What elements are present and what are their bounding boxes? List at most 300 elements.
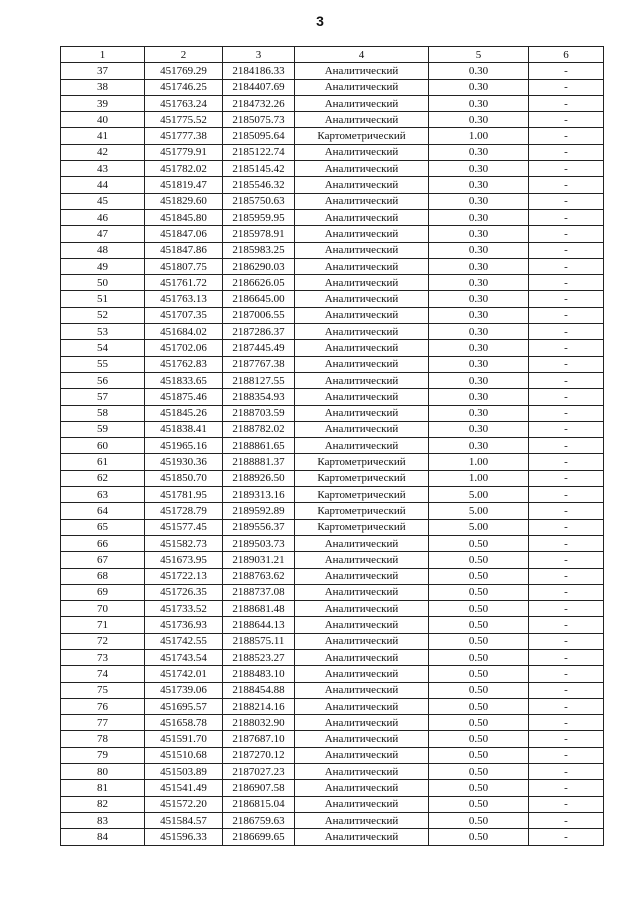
table-cell: 451807.75	[145, 258, 223, 274]
table-cell: 0.30	[429, 389, 529, 405]
table-cell: -	[529, 454, 604, 470]
table-cell: 0.30	[429, 405, 529, 421]
table-cell: Картометрический	[295, 487, 429, 503]
table-row	[61, 258, 604, 274]
table-cell: -	[529, 372, 604, 388]
table-cell: 0.50	[429, 747, 529, 763]
table-cell: 451819.47	[145, 177, 223, 193]
table-cell: -	[529, 682, 604, 698]
table-cell: -	[529, 503, 604, 519]
table-cell: 78	[61, 731, 145, 747]
table-cell: 0.30	[429, 144, 529, 160]
table-cell: 451591.70	[145, 731, 223, 747]
table-row	[61, 829, 604, 845]
table-cell: 2185750.63	[223, 193, 295, 209]
table-cell: 48	[61, 242, 145, 258]
table-cell: 451582.73	[145, 535, 223, 551]
table-row	[61, 715, 604, 731]
table-cell: 2188214.16	[223, 698, 295, 714]
table-cell: 451769.29	[145, 63, 223, 79]
table-cell: -	[529, 519, 604, 535]
table-cell: Аналитический	[295, 63, 429, 79]
table-cell: 2184186.33	[223, 63, 295, 79]
table-cell: -	[529, 487, 604, 503]
table-cell: -	[529, 421, 604, 437]
table-cell: 2188681.48	[223, 601, 295, 617]
table-row	[61, 242, 604, 258]
table-cell: -	[529, 79, 604, 95]
table-cell: 0.50	[429, 715, 529, 731]
table-row	[61, 666, 604, 682]
table-row	[61, 519, 604, 535]
table-cell: -	[529, 796, 604, 812]
table-row	[61, 698, 604, 714]
table-cell: 73	[61, 649, 145, 665]
table-cell: 60	[61, 438, 145, 454]
table-cell: 2185983.25	[223, 242, 295, 258]
coordinates-table	[60, 46, 604, 846]
table-cell: 2186815.04	[223, 796, 295, 812]
table-cell: 84	[61, 829, 145, 845]
table-cell: -	[529, 552, 604, 568]
table-cell: 2187687.10	[223, 731, 295, 747]
table-cell: 66	[61, 535, 145, 551]
table-row	[61, 405, 604, 421]
table-cell: Аналитический	[295, 226, 429, 242]
table-cell: -	[529, 291, 604, 307]
table-cell: 83	[61, 812, 145, 828]
table-cell: 67	[61, 552, 145, 568]
table-cell: 2185978.91	[223, 226, 295, 242]
table-row	[61, 291, 604, 307]
table-cell: 2189556.37	[223, 519, 295, 535]
table-cell: Аналитический	[295, 747, 429, 763]
table-cell: 451658.78	[145, 715, 223, 731]
table-cell: 451847.06	[145, 226, 223, 242]
table-row	[61, 487, 604, 503]
table-cell: -	[529, 193, 604, 209]
table-cell: -	[529, 324, 604, 340]
table-cell: 451761.72	[145, 275, 223, 291]
table-cell: Аналитический	[295, 698, 429, 714]
table-cell: 451728.79	[145, 503, 223, 519]
table-cell: 0.30	[429, 421, 529, 437]
table-cell: 2188737.08	[223, 584, 295, 600]
table-row	[61, 747, 604, 763]
table-cell: 2189503.73	[223, 535, 295, 551]
table-cell: 69	[61, 584, 145, 600]
table-cell: -	[529, 601, 604, 617]
table-row	[61, 372, 604, 388]
table-cell: 59	[61, 421, 145, 437]
table-cell: 451833.65	[145, 372, 223, 388]
table-cell: Аналитический	[295, 601, 429, 617]
table-cell: 451838.41	[145, 421, 223, 437]
table-cell: 2186907.58	[223, 780, 295, 796]
table-cell: 77	[61, 715, 145, 731]
table-cell: Аналитический	[295, 112, 429, 128]
table-cell: Аналитический	[295, 568, 429, 584]
table-cell: 1.00	[429, 128, 529, 144]
column-header: 2	[145, 47, 223, 63]
table-cell: Аналитический	[295, 584, 429, 600]
table-cell: -	[529, 161, 604, 177]
table-cell: -	[529, 568, 604, 584]
table-cell: Аналитический	[295, 812, 429, 828]
table-cell: 53	[61, 324, 145, 340]
table-cell: Аналитический	[295, 829, 429, 845]
table-cell: 0.50	[429, 780, 529, 796]
table-cell: 2189031.21	[223, 552, 295, 568]
table-row	[61, 764, 604, 780]
table-cell: 451965.16	[145, 438, 223, 454]
table-cell: 0.30	[429, 209, 529, 225]
table-row	[61, 780, 604, 796]
table-cell: 0.30	[429, 324, 529, 340]
table-cell: 451707.35	[145, 307, 223, 323]
table-cell: -	[529, 649, 604, 665]
table-cell: 55	[61, 356, 145, 372]
table-row	[61, 307, 604, 323]
table-row	[61, 470, 604, 486]
table-cell: Аналитический	[295, 421, 429, 437]
table-cell: 2188861.65	[223, 438, 295, 454]
table-row	[61, 209, 604, 225]
table-row	[61, 731, 604, 747]
table-cell: 0.50	[429, 764, 529, 780]
table-cell: -	[529, 470, 604, 486]
table-row	[61, 617, 604, 633]
table-cell: 2188454.88	[223, 682, 295, 698]
table-cell: 2186699.65	[223, 829, 295, 845]
table-cell: Аналитический	[295, 161, 429, 177]
table-cell: 47	[61, 226, 145, 242]
table-cell: Аналитический	[295, 307, 429, 323]
table-cell: 451763.13	[145, 291, 223, 307]
column-header: 5	[429, 47, 529, 63]
table-cell: Аналитический	[295, 535, 429, 551]
table-row	[61, 796, 604, 812]
table-cell: 0.30	[429, 112, 529, 128]
table-cell: Аналитический	[295, 764, 429, 780]
table-cell: 451875.46	[145, 389, 223, 405]
table-row	[61, 503, 604, 519]
table-cell: -	[529, 747, 604, 763]
table-cell: -	[529, 242, 604, 258]
table-cell: 2185095.64	[223, 128, 295, 144]
table-cell: 2185546.32	[223, 177, 295, 193]
table-row	[61, 161, 604, 177]
table-row	[61, 324, 604, 340]
table-cell: 0.30	[429, 258, 529, 274]
table-cell: 5.00	[429, 503, 529, 519]
table-cell: -	[529, 405, 604, 421]
table-cell: -	[529, 177, 604, 193]
table-cell: -	[529, 112, 604, 128]
table-cell: 40	[61, 112, 145, 128]
table-cell: 451673.95	[145, 552, 223, 568]
table-cell: 451779.91	[145, 144, 223, 160]
table-cell: 80	[61, 764, 145, 780]
table-cell: 41	[61, 128, 145, 144]
table-cell: 2187767.38	[223, 356, 295, 372]
table-cell: 451722.13	[145, 568, 223, 584]
table-cell: -	[529, 812, 604, 828]
table-cell: 451733.52	[145, 601, 223, 617]
table-cell: 2188881.37	[223, 454, 295, 470]
table-cell: 76	[61, 698, 145, 714]
table-cell: Аналитический	[295, 372, 429, 388]
table-cell: 0.50	[429, 568, 529, 584]
table-cell: 5.00	[429, 519, 529, 535]
table-cell: 0.50	[429, 812, 529, 828]
table-cell: 71	[61, 617, 145, 633]
table-cell: 451850.70	[145, 470, 223, 486]
table-row	[61, 356, 604, 372]
table-cell: 0.50	[429, 601, 529, 617]
table-cell: 2188782.02	[223, 421, 295, 437]
table-cell: -	[529, 144, 604, 160]
table-cell: 38	[61, 79, 145, 95]
table-cell: 0.50	[429, 829, 529, 845]
table-cell: 0.30	[429, 372, 529, 388]
table-cell: 57	[61, 389, 145, 405]
table-cell: 44	[61, 177, 145, 193]
table-cell: 2188644.13	[223, 617, 295, 633]
table-cell: 2186626.05	[223, 275, 295, 291]
table-cell: 2186645.00	[223, 291, 295, 307]
table-cell: 451777.38	[145, 128, 223, 144]
table-cell: Аналитический	[295, 552, 429, 568]
table-cell: 68	[61, 568, 145, 584]
table-cell: 0.50	[429, 698, 529, 714]
table-cell: 451584.57	[145, 812, 223, 828]
table-cell: 2185959.95	[223, 209, 295, 225]
table-cell: Аналитический	[295, 209, 429, 225]
table-cell: 63	[61, 487, 145, 503]
table-cell: 74	[61, 666, 145, 682]
table-row	[61, 552, 604, 568]
table-cell: 0.50	[429, 617, 529, 633]
table-cell: 49	[61, 258, 145, 274]
table-cell: 5.00	[429, 487, 529, 503]
table-cell: 451684.02	[145, 324, 223, 340]
table-cell: 2186290.03	[223, 258, 295, 274]
table-row	[61, 128, 604, 144]
table-cell: 2189313.16	[223, 487, 295, 503]
table-row	[61, 812, 604, 828]
table-cell: 0.30	[429, 177, 529, 193]
table-cell: 2185145.42	[223, 161, 295, 177]
table-cell: 0.30	[429, 275, 529, 291]
table-cell: 64	[61, 503, 145, 519]
table-cell: -	[529, 226, 604, 242]
table-cell: 70	[61, 601, 145, 617]
table-cell: -	[529, 633, 604, 649]
column-header: 4	[295, 47, 429, 63]
table-cell: 81	[61, 780, 145, 796]
table-cell: 451541.49	[145, 780, 223, 796]
table-row	[61, 633, 604, 649]
table-cell: Аналитический	[295, 405, 429, 421]
table-cell: 0.50	[429, 584, 529, 600]
table-cell: 2188523.27	[223, 649, 295, 665]
table-cell: Аналитический	[295, 796, 429, 812]
table-cell: -	[529, 780, 604, 796]
table-cell: 0.50	[429, 666, 529, 682]
table-cell: -	[529, 698, 604, 714]
table-row	[61, 275, 604, 291]
table-row	[61, 144, 604, 160]
table-cell: 451746.25	[145, 79, 223, 95]
table-row	[61, 177, 604, 193]
table-row	[61, 79, 604, 95]
table-cell: 2188763.62	[223, 568, 295, 584]
table-cell: -	[529, 95, 604, 111]
table-cell: Аналитический	[295, 617, 429, 633]
table-cell: 451739.06	[145, 682, 223, 698]
table-cell: 58	[61, 405, 145, 421]
table-cell: 72	[61, 633, 145, 649]
table-cell: 42	[61, 144, 145, 160]
table-cell: -	[529, 617, 604, 633]
table-cell: -	[529, 307, 604, 323]
table-cell: 37	[61, 63, 145, 79]
table-cell: 451596.33	[145, 829, 223, 845]
table-cell: -	[529, 128, 604, 144]
table-cell: Аналитический	[295, 340, 429, 356]
table-cell: 451829.60	[145, 193, 223, 209]
table-cell: 0.50	[429, 535, 529, 551]
table-cell: 0.50	[429, 552, 529, 568]
table-row	[61, 438, 604, 454]
table-cell: 2187286.37	[223, 324, 295, 340]
table-cell: 2187006.55	[223, 307, 295, 323]
table-cell: 2188127.55	[223, 372, 295, 388]
table-cell: 0.50	[429, 682, 529, 698]
table-cell: Аналитический	[295, 144, 429, 160]
table-cell: 0.30	[429, 193, 529, 209]
table-cell: 2186759.63	[223, 812, 295, 828]
column-header: 1	[61, 47, 145, 63]
table-cell: 0.30	[429, 307, 529, 323]
table-cell: -	[529, 258, 604, 274]
table-cell: 2184732.26	[223, 95, 295, 111]
table-cell: -	[529, 715, 604, 731]
table-cell: 75	[61, 682, 145, 698]
table-cell: 2188703.59	[223, 405, 295, 421]
table-row	[61, 193, 604, 209]
table-cell: 451503.89	[145, 764, 223, 780]
column-header: 6	[529, 47, 604, 63]
table-cell: 2188483.10	[223, 666, 295, 682]
table-row	[61, 584, 604, 600]
table-cell: Аналитический	[295, 275, 429, 291]
table-cell: 2188032.90	[223, 715, 295, 731]
table-cell: -	[529, 438, 604, 454]
table-row	[61, 535, 604, 551]
table-cell: Аналитический	[295, 731, 429, 747]
table-cell: Аналитический	[295, 389, 429, 405]
table-cell: -	[529, 666, 604, 682]
table-cell: -	[529, 356, 604, 372]
table-cell: 0.50	[429, 731, 529, 747]
table-row	[61, 226, 604, 242]
table-cell: 451775.52	[145, 112, 223, 128]
table-cell: 0.30	[429, 438, 529, 454]
table-cell: 65	[61, 519, 145, 535]
table-cell: 451742.55	[145, 633, 223, 649]
table-cell: -	[529, 764, 604, 780]
table-cell: 0.30	[429, 242, 529, 258]
table-cell: 62	[61, 470, 145, 486]
table-cell: 46	[61, 209, 145, 225]
table-cell: 2185122.74	[223, 144, 295, 160]
table-cell: 51	[61, 291, 145, 307]
table-cell: 0.30	[429, 340, 529, 356]
table-row	[61, 340, 604, 356]
table-cell: 54	[61, 340, 145, 356]
table-cell: -	[529, 731, 604, 747]
table-cell: 0.50	[429, 633, 529, 649]
table-cell: 43	[61, 161, 145, 177]
table-cell: Аналитический	[295, 715, 429, 731]
table-cell: -	[529, 535, 604, 551]
table-cell: 451695.57	[145, 698, 223, 714]
table-cell: 2188926.50	[223, 470, 295, 486]
table-cell: 79	[61, 747, 145, 763]
table-cell: Картометрический	[295, 470, 429, 486]
table-cell: Аналитический	[295, 177, 429, 193]
table-cell: 2188575.11	[223, 633, 295, 649]
table-row	[61, 649, 604, 665]
table-cell: 2187027.23	[223, 764, 295, 780]
table-cell: Аналитический	[295, 780, 429, 796]
table-cell: 82	[61, 796, 145, 812]
table-cell: 451763.24	[145, 95, 223, 111]
table-cell: 451743.54	[145, 649, 223, 665]
table-cell: -	[529, 340, 604, 356]
table-cell: 1.00	[429, 470, 529, 486]
table-cell: 1.00	[429, 454, 529, 470]
table-cell: 50	[61, 275, 145, 291]
table-cell: -	[529, 209, 604, 225]
table-row	[61, 454, 604, 470]
table-cell: 451845.26	[145, 405, 223, 421]
table-cell: 2187270.12	[223, 747, 295, 763]
column-header: 3	[223, 47, 295, 63]
table-cell: -	[529, 584, 604, 600]
table-cell: Картометрический	[295, 128, 429, 144]
table-cell: Аналитический	[295, 79, 429, 95]
table-row	[61, 63, 604, 79]
table-row	[61, 421, 604, 437]
table-cell: 451577.45	[145, 519, 223, 535]
table-cell: 2189592.89	[223, 503, 295, 519]
table-cell: 0.30	[429, 226, 529, 242]
table-cell: 56	[61, 372, 145, 388]
table-cell: 451782.02	[145, 161, 223, 177]
table-body	[61, 63, 604, 845]
page-number: 3	[316, 13, 324, 29]
table-cell: 451702.06	[145, 340, 223, 356]
table-cell: Аналитический	[295, 291, 429, 307]
table-row	[61, 112, 604, 128]
table-cell: Аналитический	[295, 633, 429, 649]
table-cell: 0.30	[429, 63, 529, 79]
table-cell: 0.30	[429, 95, 529, 111]
table-row	[61, 682, 604, 698]
